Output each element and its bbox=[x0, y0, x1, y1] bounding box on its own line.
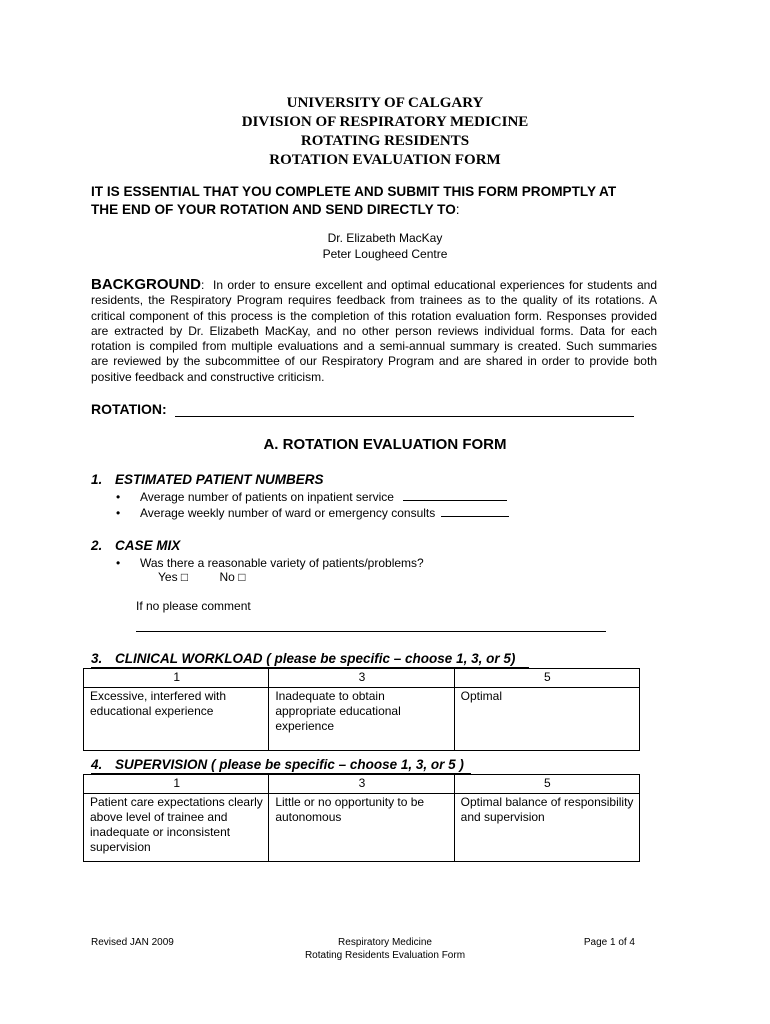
section-1-heading bbox=[91, 472, 324, 487]
bullet-icon: • bbox=[116, 506, 121, 520]
form-title: ROTATION EVALUATION FORM bbox=[269, 152, 501, 168]
section-2-heading bbox=[91, 538, 180, 553]
section-4-heading bbox=[91, 757, 464, 772]
table-row bbox=[84, 688, 640, 751]
workload-desc-3: Inadequate to obtain appropriate educational experience bbox=[269, 688, 454, 751]
section-4-title: SUPERVISION ( please be specific – choose 1, 3, or 5 ) bbox=[115, 757, 464, 772]
rotation-label: ROTATION: bbox=[91, 401, 167, 417]
case-mix-question: Was there a reasonable variety of patients/problems? bbox=[140, 556, 424, 570]
no-checkbox[interactable]: No □ bbox=[219, 570, 246, 584]
consult-count-label: Average weekly number of ward or emergency consults bbox=[140, 506, 436, 520]
section-2-title: CASE MIX bbox=[115, 538, 181, 553]
list-item bbox=[116, 489, 507, 505]
section-3-heading bbox=[91, 651, 515, 666]
form-header bbox=[0, 94, 770, 170]
scale-3-cell[interactable]: 3 bbox=[269, 669, 454, 688]
scale-5-cell[interactable]: 5 bbox=[454, 775, 639, 794]
table-row bbox=[84, 669, 640, 688]
instruction-colon: : bbox=[455, 202, 460, 217]
instruction-line-1: IT IS ESSENTIAL THAT YOU COMPLETE AND SUBMIT THIS FORM PROMPTLY AT bbox=[91, 184, 617, 199]
supervision-desc-3: Little or no opportunity to be autonomous bbox=[269, 794, 454, 862]
scale-5-cell[interactable]: 5 bbox=[454, 669, 639, 688]
case-mix-comment-field[interactable] bbox=[136, 631, 606, 632]
section-4-number: 4. bbox=[91, 757, 103, 772]
workload-desc-1: Excessive, interfered with educational experience bbox=[84, 688, 269, 751]
division-name: DIVISION OF RESPIRATORY MEDICINE bbox=[241, 114, 529, 130]
submission-instruction bbox=[91, 183, 671, 219]
instruction-line-2-text: THE END OF YOUR ROTATION AND SEND DIRECTLY TO bbox=[91, 202, 456, 217]
footer-center bbox=[0, 936, 770, 962]
recipient-name: Dr. Elizabeth MacKay bbox=[327, 231, 443, 245]
supervision-desc-5: Optimal balance of responsibility and supervision bbox=[454, 794, 639, 862]
list-item bbox=[116, 555, 424, 571]
bullet-icon: • bbox=[116, 556, 121, 570]
yes-checkbox[interactable]: Yes □ bbox=[158, 570, 189, 584]
section-1-number: 1. bbox=[91, 472, 103, 487]
background-colon: : bbox=[201, 278, 205, 292]
page-number: Page 1 of 4 bbox=[583, 937, 635, 948]
university-name: UNIVERSITY OF CALGARY bbox=[286, 95, 484, 111]
footer-form-name: Rotating Residents Evaluation Form bbox=[304, 950, 466, 961]
bullet-icon: • bbox=[116, 490, 121, 504]
background-text: In order to ensure excellent and optimal educational experiences for students and residents, the Respiratory Program requires feedback from trainees as to the quality of its rotations. A critical component of this process is the completion of this rotation evaluation form. Responses provided are extracted by Dr. Elizabeth MacKay, and no other person reviews individual forms. Data for each rotation is compiled from multiple evaluations and a semi-annual summary is created. Such summaries are reviewed by the subcommittee of our Respiratory Program and are shared in order to provide both positive feedback and constructive criticism. bbox=[91, 278, 658, 384]
inpatient-count-label: Average number of patients on inpatient service bbox=[140, 490, 394, 504]
workload-desc-5: Optimal bbox=[454, 688, 639, 751]
consult-count-field[interactable] bbox=[441, 506, 509, 517]
list-item bbox=[116, 505, 509, 521]
section-2-number: 2. bbox=[91, 538, 103, 553]
section-1-title: ESTIMATED PATIENT NUMBERS bbox=[115, 472, 324, 487]
recipient-block bbox=[0, 230, 770, 262]
table-row bbox=[84, 775, 640, 794]
supervision-desc-1: Patient care expectations clearly above level of trainee and inadequate or inconsistent supervision bbox=[84, 794, 269, 862]
section-a-title: A. ROTATION EVALUATION FORM bbox=[263, 436, 507, 453]
rotation-field[interactable] bbox=[175, 416, 634, 417]
supervision-rating-table bbox=[83, 774, 640, 862]
table-row bbox=[84, 794, 640, 862]
footer-revision: Revised JAN 2009 bbox=[91, 937, 174, 948]
inpatient-count-field[interactable] bbox=[403, 490, 507, 501]
background-paragraph bbox=[91, 277, 657, 385]
background-heading: BACKGROUND bbox=[91, 276, 201, 293]
workload-rating-table bbox=[83, 668, 640, 751]
scale-1-cell[interactable]: 1 bbox=[84, 775, 269, 794]
case-mix-options bbox=[158, 570, 273, 584]
section-3-number: 3. bbox=[91, 651, 103, 666]
scale-1-cell[interactable]: 1 bbox=[84, 669, 269, 688]
recipient-location: Peter Lougheed Centre bbox=[322, 247, 448, 261]
section-3-title: CLINICAL WORKLOAD ( please be specific – choose 1, 3, or 5) bbox=[115, 651, 516, 666]
case-mix-comment-label: If no please comment bbox=[136, 599, 251, 613]
instruction-line-2 bbox=[91, 201, 671, 219]
footer-department: Respiratory Medicine bbox=[338, 937, 432, 948]
program-name: ROTATING RESIDENTS bbox=[300, 133, 470, 149]
scale-3-cell[interactable]: 3 bbox=[269, 775, 454, 794]
